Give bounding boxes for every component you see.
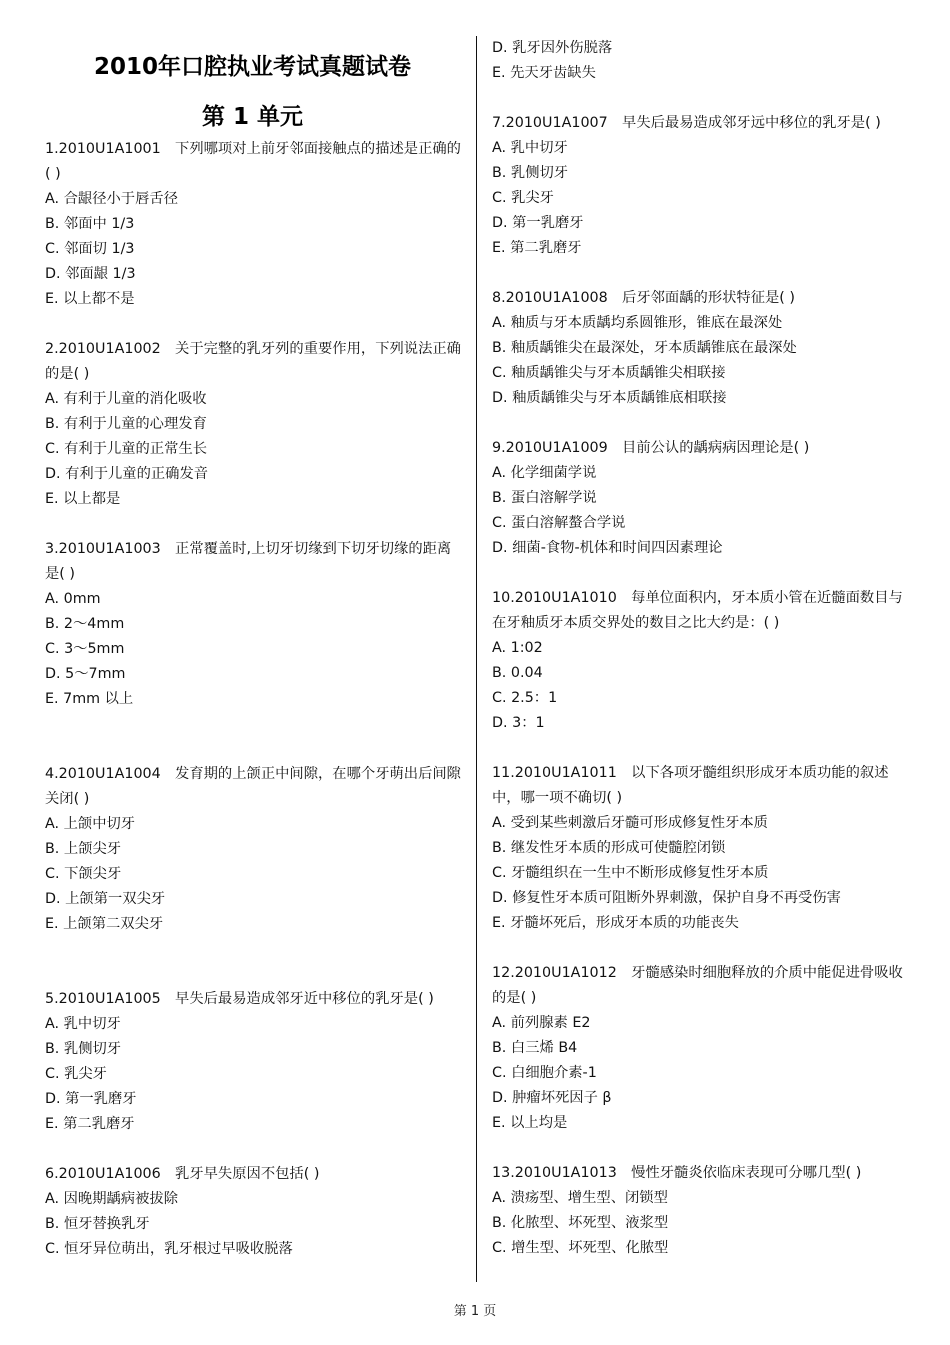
option-a: A. 因晚期龋病被拔除 (45, 1191, 178, 1207)
option-b: B. 恒牙替换乳牙 (45, 1216, 150, 1232)
option-b: B. 上颌尖牙 (45, 841, 122, 857)
option-a: A. 前列腺素 E2 (492, 1015, 591, 1031)
option-c: C. 乳尖牙 (492, 190, 554, 206)
option-c: C. 蛋白溶解螯合学说 (492, 515, 626, 531)
question-stem: 12.2010U1A1012 牙髓感染时细胞释放的介质中能促进骨吸收的是( ) (492, 965, 903, 1006)
option-e: E. 先天牙齿缺失 (492, 65, 596, 81)
option-a: A. 乳中切牙 (492, 140, 568, 156)
option-e: E. 以上都是 (45, 491, 121, 507)
option-a: A. 上颌中切牙 (45, 816, 136, 832)
option-b: B. 0.04 (492, 665, 543, 681)
question-stem: 8.2010U1A1008 后牙邻面龋的形状特征是( ) (492, 290, 796, 306)
option-c: C. 增生型、坏死型、化脓型 (492, 1240, 669, 1256)
option-a: A. 溃疡型、增生型、闭锁型 (492, 1190, 668, 1206)
option-c: C. 邻面切 1/3 (45, 241, 135, 257)
page-number: 第 1 页 (453, 1304, 497, 1319)
option-d: D. 第一乳磨牙 (45, 1091, 137, 1107)
option-d: D. 乳牙因外伤脱落 (492, 40, 613, 56)
option-e: E. 上颌第二双尖牙 (45, 916, 164, 932)
document-title: 2010年口腔执业考试真题试卷 (93, 54, 411, 80)
option-d: D. 肿瘤坏死因子 β (492, 1090, 612, 1106)
question-stem: 2.2010U1A1002 关于完整的乳牙列的重要作用，下列说法正确的是( ) (45, 341, 461, 382)
question-stem: 4.2010U1A1004 发育期的上颌正中间隙，在哪个牙萌出后间隙关闭( ) (45, 766, 461, 807)
option-d: D. 邻面龈 1/3 (45, 266, 136, 282)
option-a: A. 1:02 (492, 640, 543, 656)
option-e: E. 第二乳磨牙 (492, 240, 582, 256)
option-d: D. 修复性牙本质可阻断外界刺激，保护自身不再受伤害 (492, 890, 841, 906)
unit-heading: 第 1 单元 (201, 104, 304, 130)
option-c: C. 乳尖牙 (45, 1066, 107, 1082)
option-d: D. 5～7mm (45, 666, 126, 682)
question-stem: 13.2010U1A1013 慢性牙髓炎依临床表现可分哪几型( ) (492, 1165, 862, 1181)
option-e: E. 7mm 以上 (45, 691, 134, 707)
option-d: D. 细菌-食物-机体和时间四因素理论 (492, 540, 723, 556)
option-c: C. 恒牙异位萌出，乳牙根过早吸收脱落 (45, 1241, 293, 1257)
right-column (492, 36, 910, 1261)
option-e: E. 牙髓坏死后，形成牙本质的功能丧失 (492, 915, 739, 931)
option-b: B. 蛋白溶解学说 (492, 490, 597, 506)
option-d: D. 上颌第一双尖牙 (45, 891, 166, 907)
column-divider (476, 36, 477, 1282)
option-c: C. 白细胞介素-1 (492, 1065, 597, 1081)
option-b: B. 继发性牙本质的形成可使髓腔闭锁 (492, 840, 726, 856)
option-b: B. 白三烯 B4 (492, 1040, 578, 1056)
left-column (45, 137, 463, 1262)
option-e: E. 第二乳磨牙 (45, 1116, 135, 1132)
option-d: D. 有利于儿童的正确发音 (45, 466, 209, 482)
option-c: C. 下颌尖牙 (45, 866, 122, 882)
question-stem: 3.2010U1A1003 正常覆盖时,上切牙切缘到下切牙切缘的距离是( ) (45, 541, 452, 582)
question-stem: 7.2010U1A1007 早失后最易造成邻牙远中移位的乳牙是( ) (492, 115, 881, 131)
option-b: B. 乳侧切牙 (492, 165, 569, 181)
question-stem: 10.2010U1A1010 每单位面积内，牙本质小管在近髓面数目与在牙釉质牙本质交界处的数目之比大约是：( ) (492, 590, 903, 631)
option-a: A. 化学细菌学说 (492, 465, 597, 481)
option-d: D. 釉质龋锥尖与牙本质龋锥底相联接 (492, 390, 727, 406)
option-b: B. 化脓型、坏死型、液浆型 (492, 1215, 669, 1231)
option-e: E. 以上都不是 (45, 291, 135, 307)
option-a: A. 0mm (45, 591, 101, 607)
option-a: A. 受到某些刺激后牙髓可形成修复性牙本质 (492, 815, 768, 831)
question-stem: 11.2010U1A1011 以下各项牙髓组织形成牙本质功能的叙述中，哪一项不确切( ) (492, 765, 889, 806)
option-a: A. 有利于儿童的消化吸收 (45, 391, 207, 407)
option-d: D. 第一乳磨牙 (492, 215, 584, 231)
option-b: B. 2～4mm (45, 616, 125, 632)
option-c: C. 有利于儿童的正常生长 (45, 441, 208, 457)
question-stem: 6.2010U1A1006 乳牙早失原因不包括( ) (45, 1166, 320, 1182)
question-stem: 1.2010U1A1001 下列哪项对上前牙邻面接触点的描述是正确的( ) (45, 141, 461, 182)
question-stem: 9.2010U1A1009 目前公认的龋病病因理论是( ) (492, 440, 810, 456)
option-b: B. 邻面中 1/3 (45, 216, 135, 232)
option-e: E. 以上均是 (492, 1115, 568, 1131)
option-b: B. 乳侧切牙 (45, 1041, 122, 1057)
option-a: A. 乳中切牙 (45, 1016, 121, 1032)
option-a: A. 合龈径小于唇舌径 (45, 191, 178, 207)
option-d: D. 3：1 (492, 715, 545, 731)
option-c: C. 釉质龋锥尖与牙本质龋锥尖相联接 (492, 365, 726, 381)
option-c: C. 牙髓组织在一生中不断形成修复性牙本质 (492, 865, 769, 881)
option-c: C. 3～5mm (45, 641, 125, 657)
option-b: B. 釉质龋锥尖在最深处，牙本质龋锥底在最深处 (492, 340, 797, 356)
option-b: B. 有利于儿童的心理发育 (45, 416, 207, 432)
option-c: C. 2.5：1 (492, 690, 558, 706)
option-a: A. 釉质与牙本质龋均系圆锥形，锥底在最深处 (492, 315, 783, 331)
question-stem: 5.2010U1A1005 早失后最易造成邻牙近中移位的乳牙是( ) (45, 991, 434, 1007)
